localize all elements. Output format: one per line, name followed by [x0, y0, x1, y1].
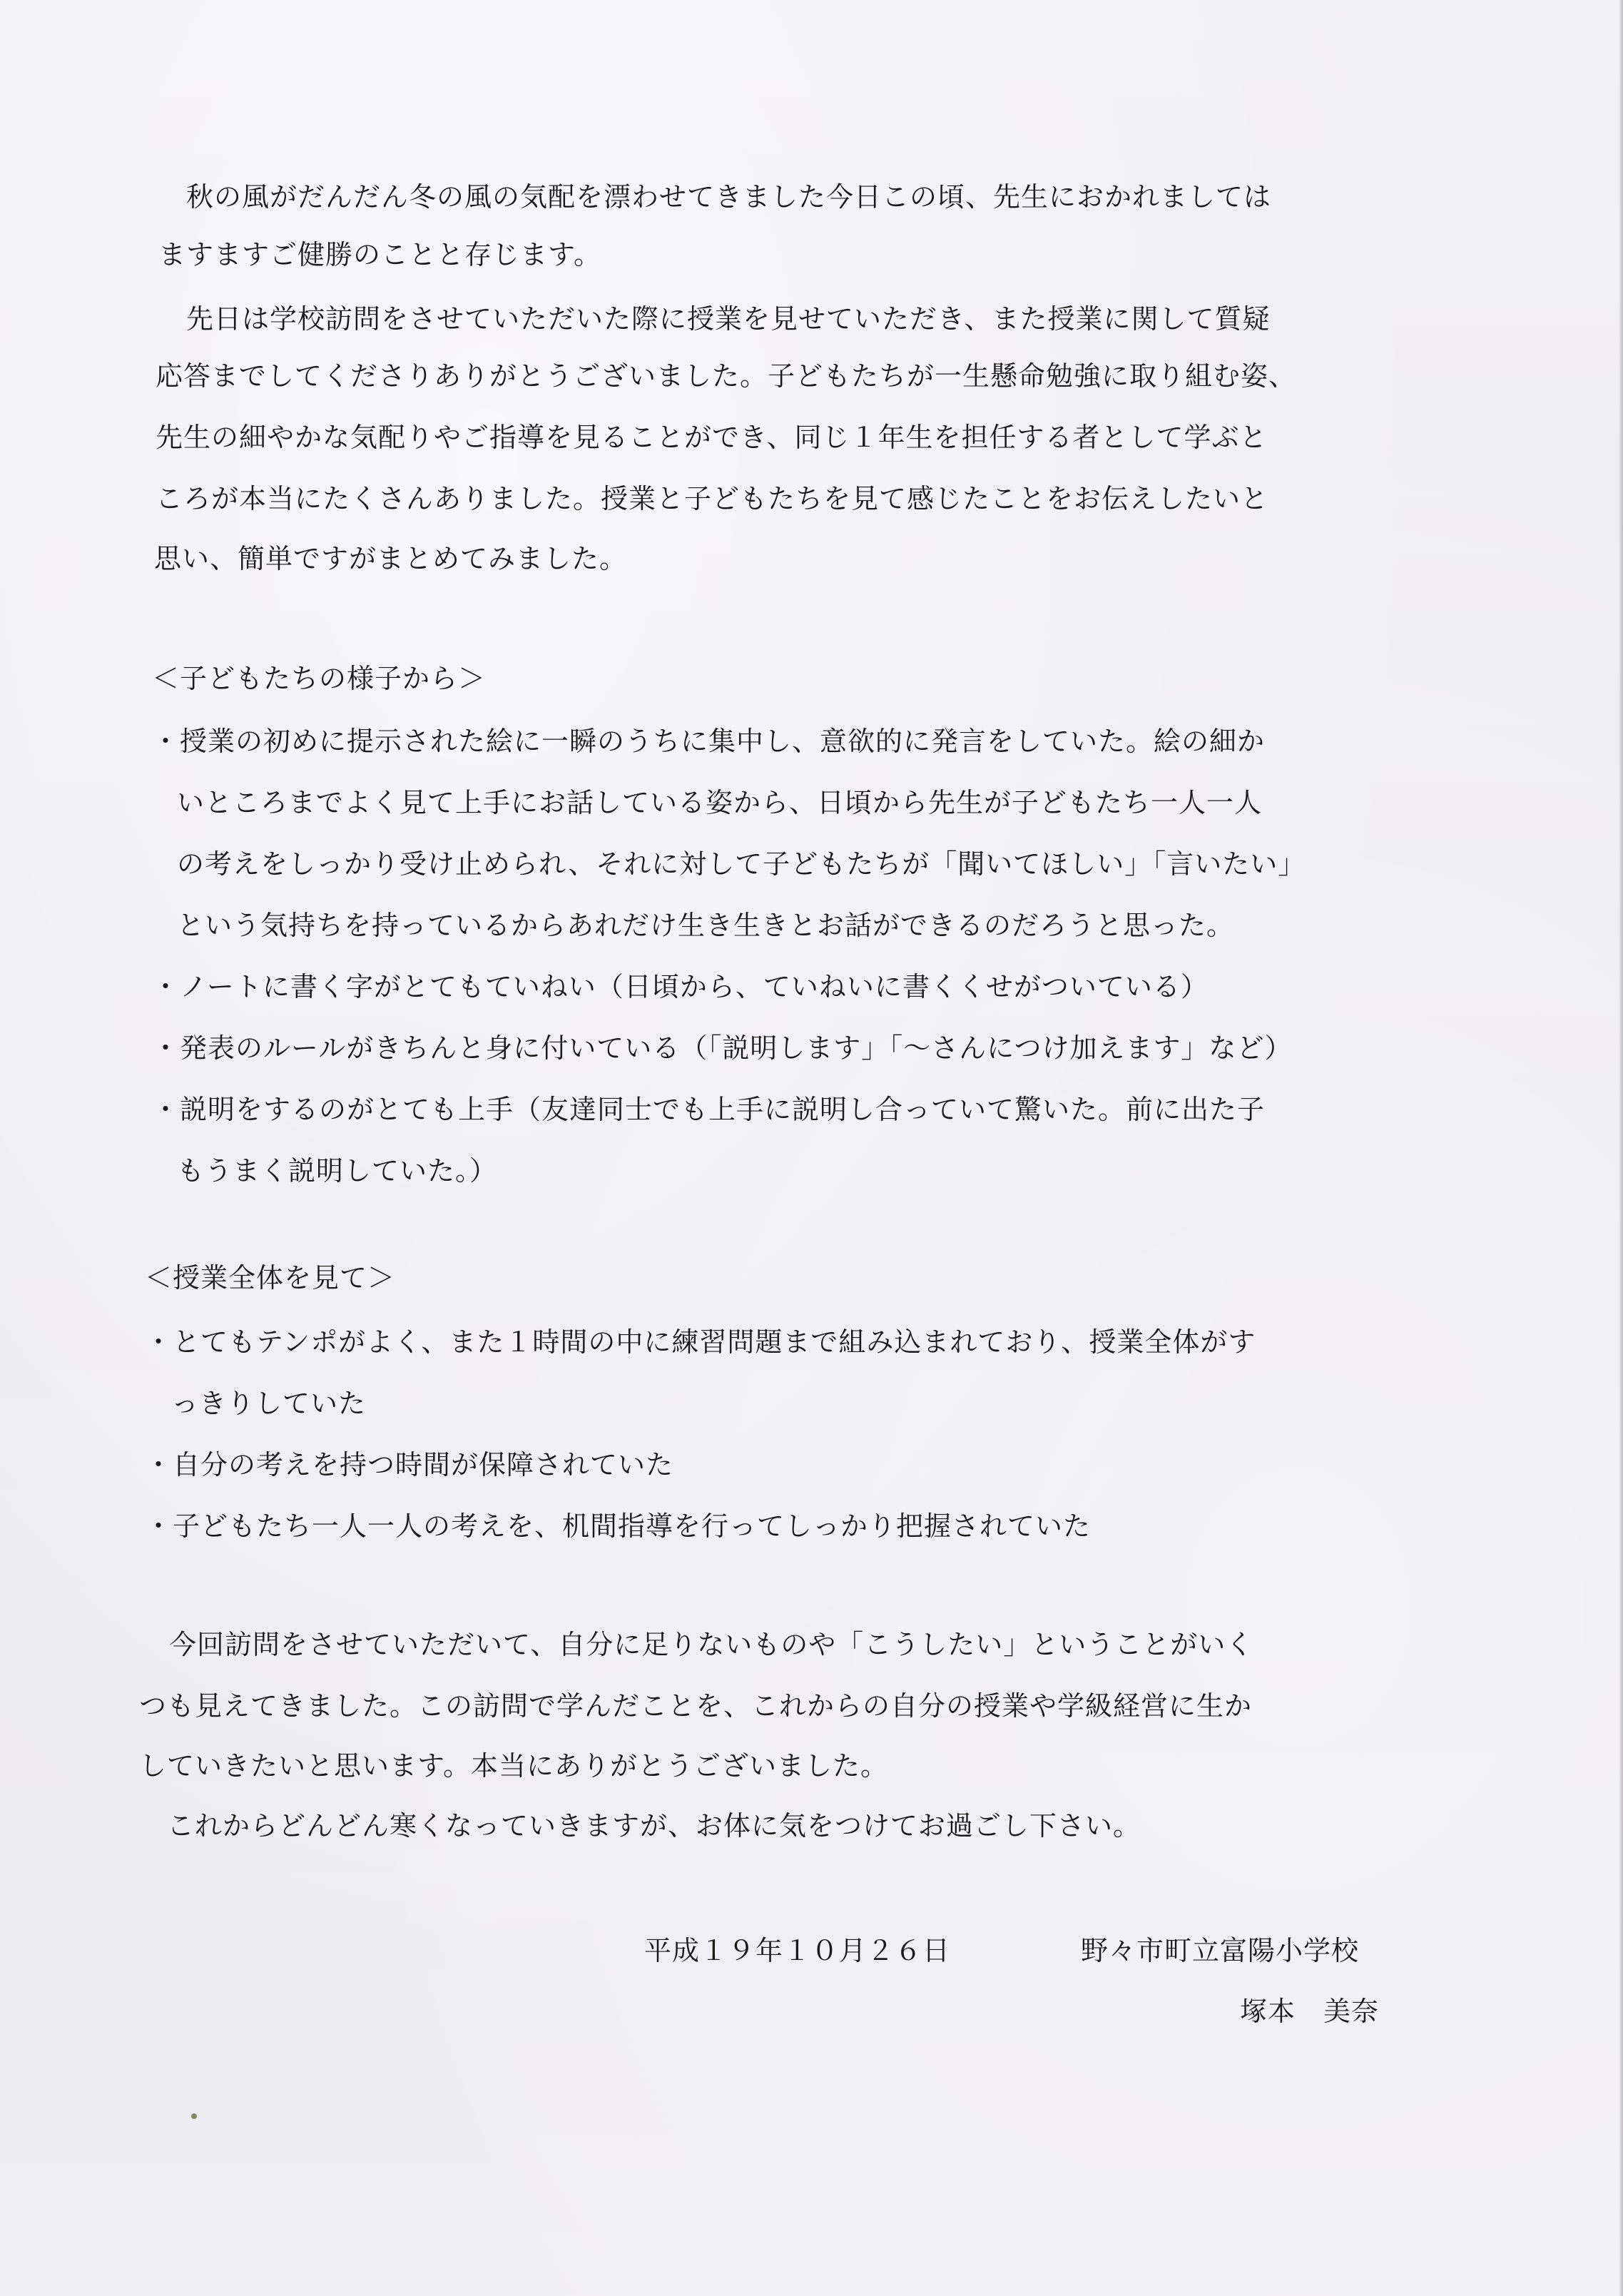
closing-line: これからどんどん寒くなっていきますが、お体に気をつけてお過ごし下さい。	[139, 1810, 1141, 1842]
thanks-line: 先生の細やかな気配りやご指導を見ることができ、同じ１年生を担任する者として学ぶと	[156, 422, 1268, 453]
observation-item: ・説明をするのがとても上手（友達同士でも上手に説明し合っていて驚いた。前に出た子	[152, 1094, 1266, 1125]
school-name: 野々市町立富陽小学校	[1081, 1935, 1360, 1966]
observation-item-cont: という気持ちを持っているからあれだけ生き生きとお話ができるのだろうと思った。	[177, 910, 1235, 941]
closing-line: つも見えてきました。この訪問で学んだことを、これからの自分の授業や学級経営に生か	[139, 1690, 1253, 1722]
lesson-item-cont: っきりしていた	[171, 1388, 367, 1419]
scan-edge-shadow	[1619, 0, 1623, 2296]
lesson-item: ・自分の考えを持つ時間が保障されていた	[145, 1449, 674, 1480]
thanks-line: 応答までしてくださりありがとうございました。子どもたちが一生懸命勉強に取り組む姿、	[156, 360, 1297, 392]
lesson-item: ・とてもテンポがよく、また１時間の中に練習問題まで組み込まれており、授業全体がす	[145, 1326, 1256, 1358]
section-heading-lesson: ＜授業全体を見て＞	[145, 1262, 396, 1294]
closing-line: していきたいと思います。本当にありがとうございました。	[139, 1750, 888, 1782]
thanks-line: 思い、簡単ですがまとめてみました。	[154, 543, 628, 574]
section-heading-children: ＜子どもたちの様子から＞	[152, 663, 487, 694]
letter-date: 平成１９年１０月２６日	[644, 1935, 951, 1966]
observation-item-cont: もうまく説明していた。）	[177, 1155, 498, 1187]
greeting-line: ますますご健勝のことと存じます。	[158, 239, 601, 270]
thanks-line: 先日は学校訪問をさせていただいた際に授業を見せていただき、また授業に関して質疑	[158, 303, 1271, 335]
scan-speck	[191, 2113, 197, 2119]
lesson-item: ・子どもたち一人一人の考えを、机間指導を行ってしっかり把握されていた	[145, 1510, 1092, 1542]
observation-item-cont: の考えをしっかり受け止められ、それに対して子どもたちが「聞いてほしい」「言いたい」	[177, 848, 1306, 880]
closing-line: 今回訪問をさせていただいて、自分に足りないものや「こうしたい」ということがいく	[141, 1629, 1254, 1660]
observation-item-cont: いところまでよく見て上手にお話している姿から、日頃から先生が子どもたち一人一人	[177, 787, 1263, 818]
thanks-line: ころが本当にたくさんありました。授業と子どもたちを見て感じたことをお伝えしたいと	[156, 483, 1269, 514]
observation-item: ・ノートに書く字がとてもていねい（日頃から、ていねいに書くくせがついている）	[152, 971, 1209, 1002]
author-name: 塚本 美奈	[1240, 1996, 1380, 2027]
observation-item: ・発表のルールがきちんと身に付いている（「説明します」「～さんにつけ加えます」など）	[152, 1032, 1293, 1064]
observation-item: ・授業の初めに提示された絵に一瞬のうちに集中し、意欲的に発言をしていた。絵の細か	[152, 726, 1266, 757]
greeting-line: 秋の風がだんだん冬の風の気配を漂わせてきました今日この頃、先生におかれましては	[158, 181, 1272, 213]
